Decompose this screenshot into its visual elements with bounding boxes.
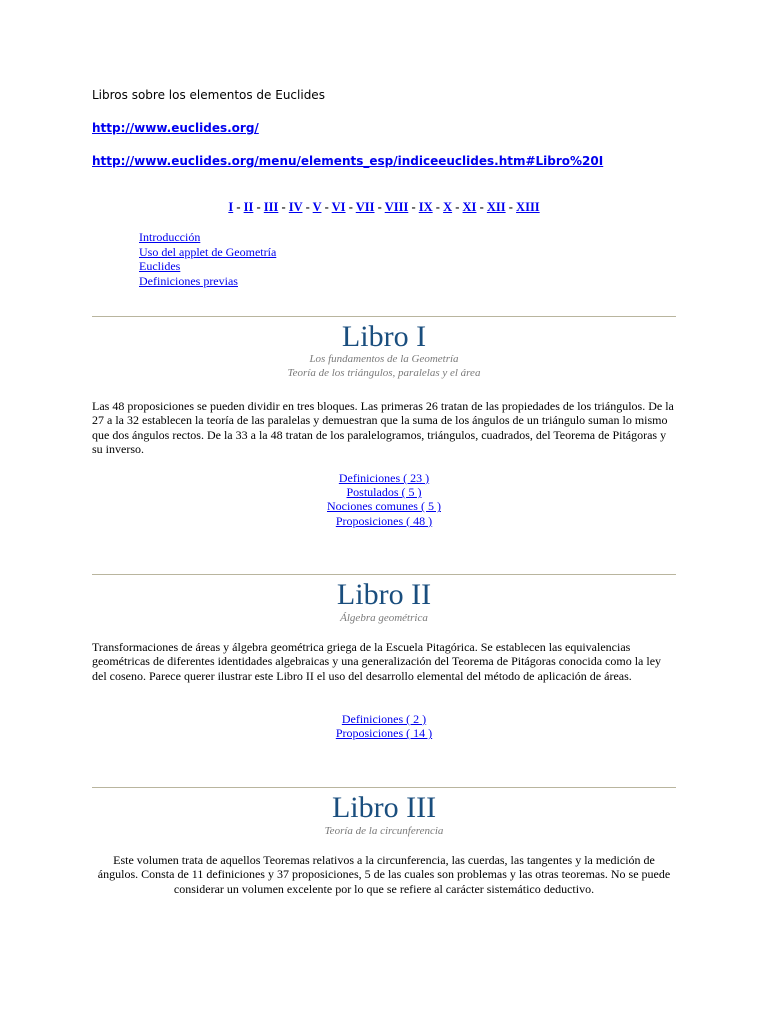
divider <box>92 787 676 788</box>
nav-separator: - <box>505 200 517 214</box>
book-3-title: Libro III <box>331 791 437 824</box>
book-2-description: Transformaciones de áreas y álgebra geométrica griega de la Escuela Pitagórica. Se establecen las equivalencias geométricas de diferentes identidades algebraicas y una generalización del Teorema de Pitágoras conocida como la ley del coseno. Parece querer ilustrar este Libro II el uso del desarrollo elemental del método de aplicación de áreas. <box>92 640 662 683</box>
book-link-ii[interactable]: II <box>243 200 254 214</box>
euclides-home-link[interactable]: http://www.euclides.org/ <box>92 121 259 135</box>
nav-separator: - <box>432 200 444 214</box>
book-3-subtitle: Teoría de la circunferencia <box>324 825 444 837</box>
toc-link-euclides[interactable]: Euclides <box>139 259 181 273</box>
book-navigation <box>92 200 676 215</box>
book-3-description: Este volumen trata de aquellos Teoremas relativos a la circunferencia, las cuerdas, las tangentes y la medición de ángulos. Consta de 11 definiciones y 37 proposiciones, 5 de las cuales son problemas y las otras teoremas. No se puede considerar un volumen excelente por lo que se refiere al carácter sistemático deductivo. <box>97 853 671 896</box>
book-1-links <box>92 471 676 528</box>
nav-separator: - <box>408 200 419 214</box>
book-link-xi[interactable]: XI <box>462 200 477 214</box>
nav-separator: - <box>374 200 385 214</box>
table-of-contents <box>139 230 276 288</box>
book-1-postulados-link[interactable]: Postulados ( 5 ) <box>346 485 422 500</box>
nav-separator: - <box>345 200 356 214</box>
nav-separator: - <box>278 200 289 214</box>
book-link-x[interactable]: X <box>443 200 453 214</box>
book-link-v[interactable]: V <box>312 200 322 214</box>
book-1-subtitle-2: Teoría de los triángulos, paralelas y el área <box>287 367 481 379</box>
book-1-definiciones-link[interactable]: Definiciones ( 23 ) <box>338 471 430 485</box>
toc-link-definiciones-previas[interactable]: Definiciones previas <box>139 273 238 288</box>
book-2-subtitle: Álgebra geométrica <box>340 612 428 624</box>
page-heading: Libros sobre los elementos de Euclides <box>92 88 325 102</box>
book-2-title: Libro II <box>336 578 432 611</box>
book-link-i[interactable]: I <box>228 200 234 214</box>
book-1-proposiciones-link[interactable]: Proposiciones ( 48 ) <box>335 513 433 528</box>
nav-separator: - <box>302 200 313 214</box>
toc-link-applet[interactable]: Uso del applet de Geometría <box>139 244 277 259</box>
book-2-definiciones-link[interactable]: Definiciones ( 2 ) <box>341 712 427 726</box>
book-1-description: Las 48 proposiciones se pueden dividir en tres bloques. Las primeras 26 tratan de las propiedades de los triángulos. De la 27 a la 32 establecen la teoría de las paralelas y demuestran que la suma de los ángulos de un triángulo suman lo mismo que dos ángulos rectos. De la 33 a la 48 tratan de los paralelogramos, triángulos, cuadrados, del Teorema de Pitágoras y su inverso. <box>92 399 674 456</box>
euclides-index-link[interactable]: http://www.euclides.org/menu/elements_esp/indiceeuclides.htm#Libro%20I <box>92 154 604 168</box>
book-link-iv[interactable]: IV <box>288 200 303 214</box>
book-1-title: Libro I <box>341 320 427 353</box>
divider <box>92 316 676 317</box>
book-link-vii[interactable]: VII <box>355 200 375 214</box>
book-link-xii[interactable]: XII <box>486 200 506 214</box>
book-link-vi[interactable]: VI <box>331 200 346 214</box>
nav-separator: - <box>253 200 264 214</box>
book-2-proposiciones-link[interactable]: Proposiciones ( 14 ) <box>335 726 433 741</box>
divider <box>92 574 676 575</box>
toc-link-introduccion[interactable]: Introducción <box>139 230 201 244</box>
nav-separator: - <box>452 200 463 214</box>
book-link-xiii[interactable]: XIII <box>516 200 540 214</box>
nav-separator: - <box>233 200 244 214</box>
book-1-nociones-link[interactable]: Nociones comunes ( 5 ) <box>327 499 441 514</box>
nav-separator: - <box>321 200 332 214</box>
book-link-viii[interactable]: VIII <box>384 200 409 214</box>
book-1-subtitle: Los fundamentos de la Geometría <box>309 353 459 365</box>
book-link-iii[interactable]: III <box>263 200 279 214</box>
book-link-ix[interactable]: IX <box>418 200 433 214</box>
nav-separator: - <box>476 200 487 214</box>
book-2-links <box>92 712 676 740</box>
